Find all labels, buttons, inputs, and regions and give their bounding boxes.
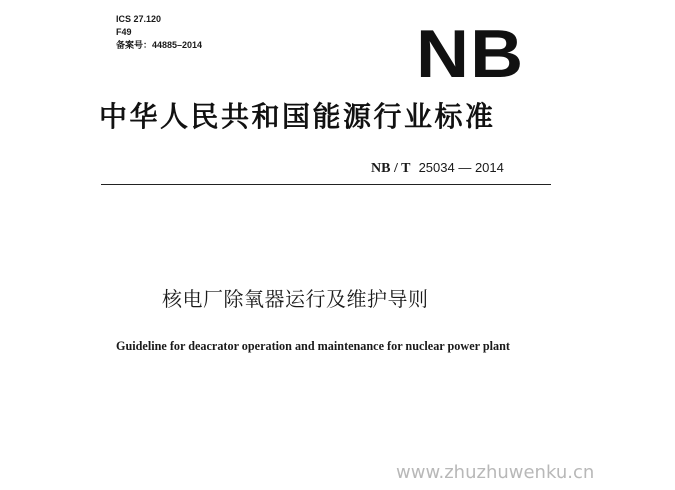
- standard-code: 25034 — 2014: [418, 160, 504, 175]
- nb-logo: NB: [416, 16, 525, 92]
- header-divider: [101, 184, 551, 185]
- document-title-chinese: 核电厂除氧器运行及维护导则: [162, 287, 429, 311]
- ics-code: ICS 27.120: [116, 14, 162, 24]
- classification-block: [116, 13, 202, 52]
- record-number: 备案号：44885–2014: [116, 40, 203, 50]
- issuing-authority-heading: 中华人民共和国能源行业标准: [99, 100, 496, 133]
- website-watermark: www.zhuzhuwenku.cn: [396, 462, 595, 483]
- standard-number: [371, 160, 504, 177]
- ccs-code: F49: [116, 27, 132, 37]
- standard-prefix: NB / T: [371, 161, 411, 176]
- document-title-english: Guideline for deacrator operation and maintenance for nuclear power plant: [116, 339, 510, 353]
